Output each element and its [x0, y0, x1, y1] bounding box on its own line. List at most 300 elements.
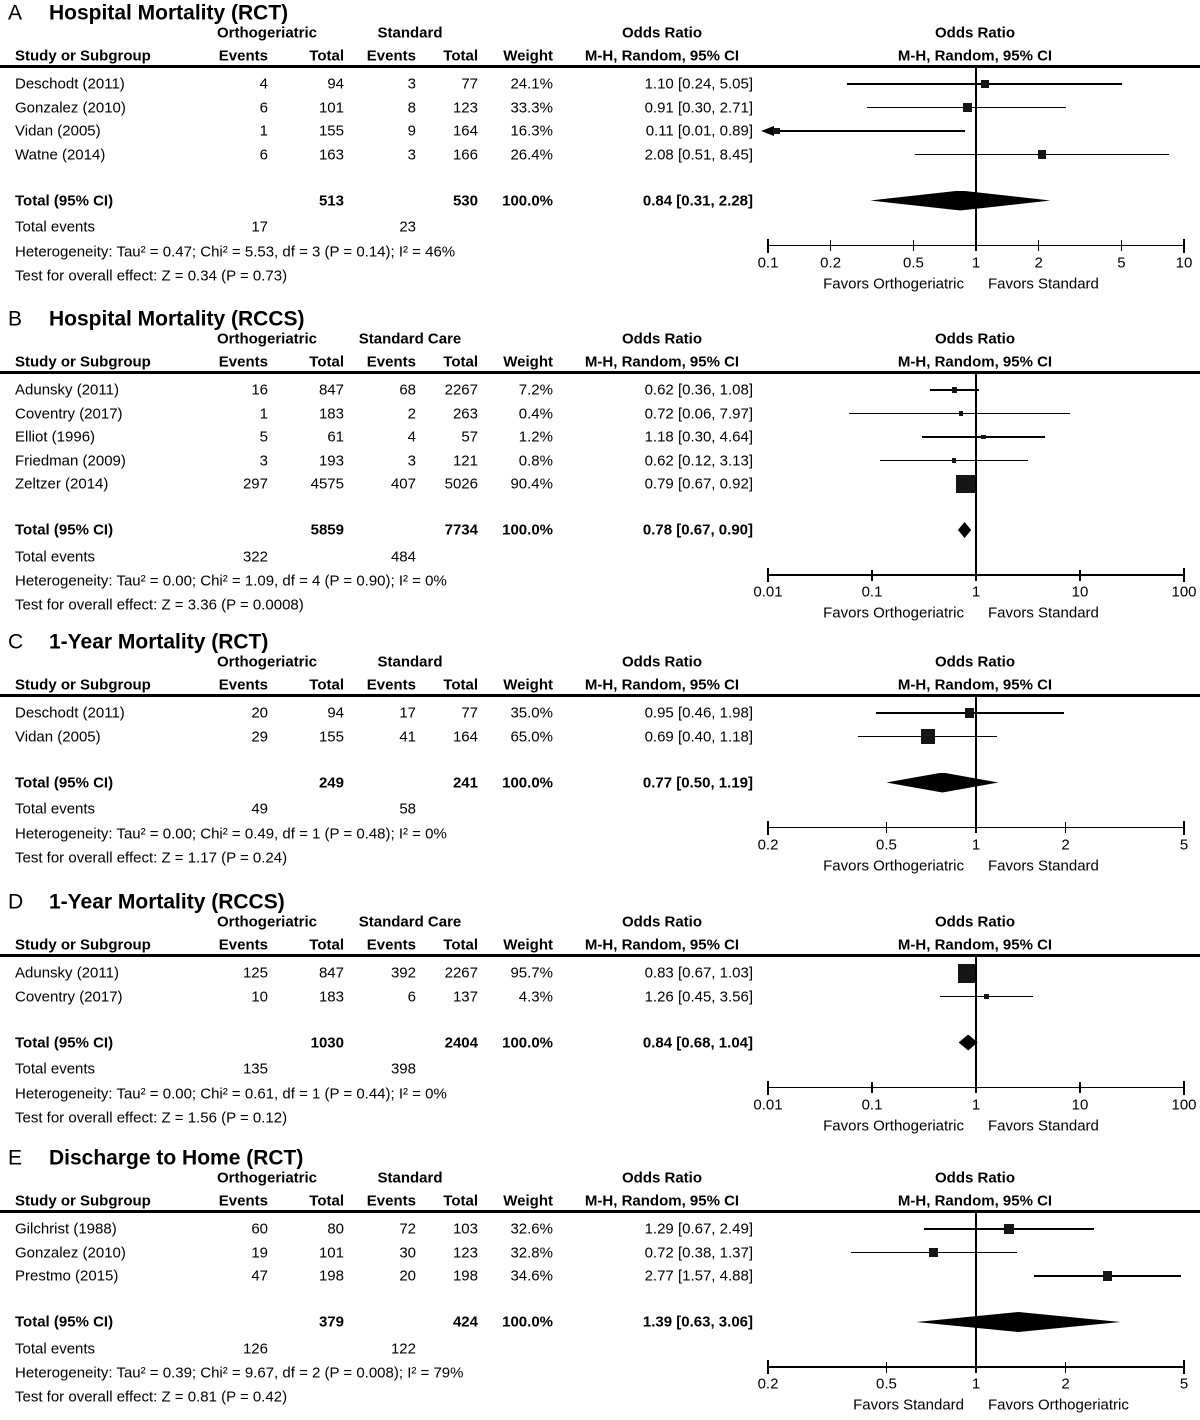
favors-right-label: Favors Orthogeriatric: [988, 1396, 1129, 1414]
study-or-ci-text: 0.72 [0.06, 7.97]: [644, 405, 753, 422]
axis-tick: [1183, 568, 1185, 582]
favors-left-label: Favors Orthogeriatric: [823, 275, 964, 292]
col-header-weight: Weight: [503, 676, 553, 694]
axis-tick-label: 0.2: [757, 836, 779, 853]
col-header-total-1: Total: [309, 936, 344, 954]
favors-left-label: Favors Orthogeriatric: [823, 604, 964, 622]
or-point-square: [929, 1248, 938, 1257]
col-header-weight: Weight: [503, 936, 553, 954]
favors-left-label: Favors Orthogeriatric: [823, 1117, 964, 1134]
study-total-2: 123: [452, 99, 478, 116]
total-row-weight: 100.0%: [502, 774, 553, 791]
overall-effect-text: Test for overall effect: Z = 1.56 (P = 0.12): [15, 1109, 288, 1126]
favors-right-label: Favors Standard: [988, 275, 1099, 292]
line-of-no-effect: [975, 1213, 977, 1367]
study-events-2: 72: [399, 1220, 416, 1238]
or-column-header-line2: M-H, Random, 95% CI: [584, 676, 740, 694]
study-events-2: 2: [407, 405, 416, 422]
study-weight: 4.3%: [518, 988, 553, 1005]
study-name: Deschodt (2011): [15, 75, 125, 93]
plot-header-line1: Odds Ratio: [934, 24, 1016, 42]
study-events-2: 17: [399, 704, 416, 722]
total-row-weight: 100.0%: [502, 1034, 553, 1051]
col-header-weight: Weight: [503, 353, 553, 371]
favors-right-label: Favors Standard: [988, 1117, 1099, 1134]
study-total-1: 94: [327, 704, 344, 722]
study-events-2: 4: [407, 428, 416, 446]
axis-tick: [767, 1360, 769, 1374]
study-weight: 90.4%: [510, 475, 553, 493]
axis-tick: [886, 822, 888, 833]
group-header-standard: Standard Care: [358, 913, 462, 931]
col-header-events-2: Events: [366, 676, 416, 694]
study-events-1: 60: [251, 1220, 268, 1238]
study-events-2: 407: [390, 475, 416, 493]
study-total-2: 2267: [444, 964, 478, 982]
total-row-weight: 100.0%: [502, 192, 553, 209]
or-point-square: [959, 411, 963, 415]
total-row-total-2: 241: [452, 774, 478, 791]
study-total-1: 847: [318, 964, 344, 982]
study-name: Watne (2014): [15, 146, 106, 163]
study-name: Vidan (2005): [15, 122, 101, 140]
or-column-header-line1: Odds Ratio: [621, 24, 703, 42]
or-point-square: [981, 80, 989, 88]
study-events-2: 8: [407, 99, 416, 116]
col-header-total-1: Total: [309, 1192, 344, 1210]
group-header-standard: Standard Care: [358, 330, 462, 348]
total-row-weight: 100.0%: [502, 521, 553, 539]
study-total-2: 121: [452, 452, 478, 469]
overall-effect-text: Test for overall effect: Z = 0.81 (P = 0.42): [15, 1388, 288, 1406]
panel-letter: D: [8, 890, 24, 914]
study-events-1: 6: [259, 146, 268, 163]
study-total-1: 183: [318, 405, 344, 422]
summary-diamond: [916, 1312, 1120, 1332]
or-column-header-line1: Odds Ratio: [621, 1169, 703, 1187]
study-weight: 24.1%: [510, 75, 553, 93]
ci-line: [768, 130, 965, 132]
col-header-total-1: Total: [309, 353, 344, 371]
study-name: Gonzalez (2010): [15, 99, 126, 116]
group-header-standard: Standard: [377, 653, 443, 671]
panel-letter: B: [8, 307, 23, 331]
or-column-header-line1: Odds Ratio: [621, 653, 703, 671]
study-weight: 32.8%: [510, 1244, 553, 1261]
study-total-1: 94: [327, 75, 344, 93]
col-header-events-2: Events: [366, 1192, 416, 1210]
study-events-2: 9: [407, 122, 416, 140]
axis-tick-label: 5: [1179, 836, 1189, 853]
favors-right-label: Favors Standard: [988, 857, 1099, 874]
axis-tick-label: 0.5: [875, 1375, 897, 1393]
study-or-ci-text: 0.62 [0.36, 1.08]: [644, 381, 753, 399]
or-point-square: [1038, 150, 1046, 158]
axis-tick: [767, 1081, 769, 1095]
study-name: Coventry (2017): [15, 405, 123, 422]
heterogeneity-text: Heterogeneity: Tau² = 0.47; Chi² = 5.53, df = 3 (P = 0.14); I² = 46%: [15, 243, 456, 260]
axis-tick: [1183, 1081, 1185, 1095]
favors-left-label: Favors Orthogeriatric: [823, 857, 964, 874]
axis-tick-label: 100: [1171, 583, 1197, 601]
col-header-events-2: Events: [366, 353, 416, 371]
panel-letter: E: [8, 1146, 23, 1170]
header-rule: [0, 65, 1200, 68]
col-header-total-1: Total: [309, 676, 344, 694]
axis-tick: [1079, 570, 1081, 581]
axis-tick: [767, 239, 769, 253]
col-header-study: Study or Subgroup: [15, 353, 151, 371]
total-row-total-2: 2404: [444, 1034, 478, 1051]
col-header-total-2: Total: [443, 47, 478, 65]
or-point-square: [963, 103, 972, 112]
panel-title: Discharge to Home (RCT): [49, 1146, 304, 1170]
study-total-1: 847: [318, 381, 344, 399]
study-events-1: 1: [259, 122, 268, 140]
axis-tick: [1065, 1362, 1067, 1373]
study-events-2: 3: [407, 75, 416, 93]
study-name: Zeltzer (2014): [15, 475, 109, 493]
col-header-total-1: Total: [309, 47, 344, 65]
header-rule: [0, 371, 1200, 374]
total-events-label: Total events: [15, 1060, 96, 1078]
total-row-total-1: 513: [318, 192, 344, 209]
axis-tick: [1183, 1360, 1185, 1374]
or-point-square: [773, 128, 780, 135]
group-header-orthogeriatric: Orthogeriatric: [216, 1169, 318, 1187]
study-total-1: 198: [318, 1267, 344, 1285]
study-total-1: 193: [318, 452, 344, 469]
heterogeneity-text: Heterogeneity: Tau² = 0.00; Chi² = 1.09, df = 4 (P = 0.90); I² = 0%: [15, 572, 447, 590]
favors-left-label: Favors Standard: [853, 1396, 964, 1414]
study-name: Prestmo (2015): [15, 1267, 119, 1285]
study-events-2: 68: [399, 381, 416, 399]
study-or-ci-text: 0.95 [0.46, 1.98]: [644, 704, 753, 722]
axis-tick: [871, 1082, 873, 1093]
col-header-events-1: Events: [218, 676, 268, 694]
study-events-2: 3: [407, 146, 416, 163]
group-header-standard: Standard: [377, 1169, 443, 1187]
col-header-total-2: Total: [443, 676, 478, 694]
axis-tick-label: 5: [1179, 1375, 1189, 1393]
study-or-ci-text: 0.69 [0.40, 1.18]: [644, 728, 753, 745]
total-events-value-2: 484: [390, 548, 416, 565]
col-header-events-2: Events: [366, 47, 416, 65]
or-point-square: [958, 964, 977, 983]
or-point-square: [952, 387, 957, 392]
study-total-1: 101: [318, 99, 344, 116]
header-rule: [0, 1210, 1200, 1213]
total-row-weight: 100.0%: [502, 1313, 553, 1331]
or-column-header-line1: Odds Ratio: [621, 913, 703, 931]
overall-effect-text: Test for overall effect: Z = 0.34 (P = 0.73): [15, 267, 288, 284]
heterogeneity-text: Heterogeneity: Tau² = 0.39; Chi² = 9.67, df = 2 (P = 0.008); I² = 79%: [15, 1364, 464, 1382]
axis-tick: [1183, 239, 1185, 253]
total-events-label: Total events: [15, 800, 96, 818]
study-events-2: 30: [399, 1244, 416, 1261]
study-or-ci-text: 0.91 [0.30, 2.71]: [644, 99, 753, 116]
axis-tick-label: 0.1: [861, 583, 883, 601]
study-total-2: 77: [461, 75, 478, 93]
study-or-ci-text: 0.83 [0.67, 1.03]: [644, 964, 753, 982]
total-events-label: Total events: [15, 548, 96, 565]
study-total-1: 155: [318, 122, 344, 140]
study-or-ci-text: 1.18 [0.30, 4.64]: [644, 428, 753, 446]
overall-effect-text: Test for overall effect: Z = 1.17 (P = 0.24): [15, 849, 288, 866]
axis-tick-label: 2: [1061, 836, 1070, 853]
axis-tick: [975, 822, 977, 833]
study-name: Adunsky (2011): [15, 381, 119, 399]
axis-tick-label: 1: [971, 254, 981, 271]
axis-tick-label: 10: [1175, 254, 1193, 271]
axis-tick-label: 0.01: [753, 1096, 783, 1113]
summary-diamond: [886, 773, 998, 793]
total-row-total-1: 5859: [310, 521, 344, 539]
col-header-total-2: Total: [443, 936, 478, 954]
study-total-1: 61: [327, 428, 344, 446]
study-name: Adunsky (2011): [15, 964, 119, 982]
panel-letter: A: [8, 1, 23, 25]
study-total-2: 5026: [444, 475, 478, 493]
axis-tick: [975, 240, 977, 251]
study-weight: 26.4%: [510, 146, 553, 163]
group-header-orthogeriatric: Orthogeriatric: [216, 330, 318, 348]
total-row-label: Total (95% CI): [15, 1034, 114, 1051]
axis-tick-label: 2: [1034, 254, 1043, 271]
study-or-ci-text: 2.77 [1.57, 4.88]: [644, 1267, 753, 1285]
axis-tick-label: 0.2: [757, 1375, 779, 1393]
col-header-study: Study or Subgroup: [15, 1192, 151, 1210]
total-events-value-1: 322: [242, 548, 268, 565]
ci-arrow-left: [761, 126, 774, 136]
col-header-total-2: Total: [443, 1192, 478, 1210]
plot-header-line2: M-H, Random, 95% CI: [897, 1192, 1053, 1210]
plot-header-line2: M-H, Random, 95% CI: [897, 47, 1053, 65]
axis-tick: [886, 1362, 888, 1373]
header-rule: [0, 694, 1200, 697]
axis-tick: [767, 568, 769, 582]
study-weight: 7.2%: [518, 381, 553, 399]
study-events-1: 4: [259, 75, 268, 93]
axis-tick: [871, 570, 873, 581]
study-total-2: 198: [452, 1267, 478, 1285]
study-name: Gonzalez (2010): [15, 1244, 126, 1261]
panel-title: Hospital Mortality (RCCS): [49, 307, 305, 331]
axis-tick-label: 0.1: [861, 1096, 883, 1113]
study-total-2: 103: [452, 1220, 478, 1238]
total-row-label: Total (95% CI): [15, 1313, 114, 1331]
study-weight: 35.0%: [510, 704, 553, 722]
axis-tick: [830, 240, 832, 251]
study-events-1: 3: [259, 452, 268, 469]
total-row-total-1: 249: [318, 774, 344, 791]
group-header-orthogeriatric: Orthogeriatric: [216, 913, 318, 931]
summary-diamond: [958, 522, 971, 538]
study-or-ci-text: 1.29 [0.67, 2.49]: [644, 1220, 753, 1238]
axis-tick-label: 0.5: [902, 254, 924, 271]
axis-tick-label: 100: [1171, 1096, 1197, 1113]
axis-tick-label: 0.2: [820, 254, 842, 271]
plot-header-line1: Odds Ratio: [934, 913, 1016, 931]
or-point-square: [984, 994, 989, 999]
or-point-square: [965, 708, 975, 718]
axis-tick-label: 5: [1117, 254, 1126, 271]
study-total-1: 4575: [310, 475, 344, 493]
panel-title: Hospital Mortality (RCT): [49, 1, 289, 25]
study-weight: 1.2%: [518, 428, 553, 446]
or-point-square: [1103, 1271, 1113, 1281]
axis-tick: [1065, 822, 1067, 833]
axis-tick: [975, 570, 977, 581]
total-events-value-2: 122: [390, 1340, 416, 1357]
study-name: Vidan (2005): [15, 728, 101, 745]
study-events-1: 6: [259, 99, 268, 116]
or-column-header-line2: M-H, Random, 95% CI: [584, 936, 740, 954]
total-events-value-1: 135: [242, 1060, 268, 1078]
group-header-standard: Standard: [377, 24, 443, 42]
study-name: Deschodt (2011): [15, 704, 125, 722]
line-of-no-effect: [975, 697, 977, 828]
study-events-1: 29: [251, 728, 268, 745]
favors-right-label: Favors Standard: [988, 604, 1099, 622]
total-events-value-2: 58: [399, 800, 416, 818]
study-weight: 0.8%: [518, 452, 553, 469]
study-total-1: 80: [327, 1220, 344, 1238]
study-events-2: 6: [407, 988, 416, 1005]
col-header-events-1: Events: [218, 936, 268, 954]
col-header-weight: Weight: [503, 1192, 553, 1210]
study-events-1: 5: [259, 428, 268, 446]
total-row-label: Total (95% CI): [15, 774, 114, 791]
study-events-1: 125: [242, 964, 268, 982]
axis-tick: [1079, 1082, 1081, 1093]
study-total-2: 137: [452, 988, 478, 1005]
col-header-study: Study or Subgroup: [15, 47, 151, 65]
study-total-1: 183: [318, 988, 344, 1005]
study-weight: 95.7%: [510, 964, 553, 982]
study-or-ci-text: 2.08 [0.51, 8.45]: [644, 146, 753, 163]
panel-title: 1-Year Mortality (RCT): [49, 630, 269, 654]
or-point-square: [981, 435, 985, 439]
or-point-square: [952, 458, 956, 462]
axis-tick-label: 1: [971, 583, 981, 601]
or-point-square: [956, 475, 974, 493]
study-or-ci-text: 0.62 [0.12, 3.13]: [644, 452, 753, 469]
study-name: Friedman (2009): [15, 452, 126, 469]
study-total-2: 166: [452, 146, 478, 163]
total-events-label: Total events: [15, 1340, 96, 1357]
study-or-ci-text: 1.10 [0.24, 5.05]: [644, 75, 753, 93]
study-weight: 65.0%: [510, 728, 553, 745]
line-of-no-effect: [975, 68, 977, 246]
panel-title: 1-Year Mortality (RCCS): [49, 890, 285, 914]
col-header-study: Study or Subgroup: [15, 936, 151, 954]
col-header-events-1: Events: [218, 353, 268, 371]
study-name: Coventry (2017): [15, 988, 123, 1005]
or-point-square: [1004, 1224, 1013, 1233]
axis-tick-label: 10: [1071, 583, 1089, 601]
study-or-ci-text: 0.11 [0.01, 0.89]: [645, 122, 753, 140]
study-events-2: 41: [399, 728, 416, 745]
axis-tick-label: 1: [971, 836, 981, 853]
study-or-ci-text: 1.26 [0.45, 3.56]: [644, 988, 753, 1005]
axis-tick-label: 2: [1061, 1375, 1070, 1393]
total-events-value-2: 398: [390, 1060, 416, 1078]
total-row-label: Total (95% CI): [15, 192, 114, 209]
total-row-or-ci-text: 0.84 [0.68, 1.04]: [642, 1034, 753, 1051]
overall-effect-text: Test for overall effect: Z = 3.36 (P = 0.0008): [15, 596, 304, 614]
axis-tick-label: 0.1: [757, 254, 779, 271]
study-weight: 33.3%: [510, 99, 553, 116]
total-row-total-2: 530: [452, 192, 478, 209]
heterogeneity-text: Heterogeneity: Tau² = 0.00; Chi² = 0.49, df = 1 (P = 0.48); I² = 0%: [15, 825, 447, 842]
total-row-or-ci-text: 0.84 [0.31, 2.28]: [642, 192, 753, 209]
total-row-total-1: 1030: [310, 1034, 344, 1051]
study-events-1: 10: [251, 988, 268, 1005]
study-events-2: 3: [407, 452, 416, 469]
total-events-value-1: 126: [242, 1340, 268, 1357]
total-events-value-1: 49: [251, 800, 268, 818]
total-events-value-2: 23: [399, 218, 416, 236]
plot-header-line1: Odds Ratio: [934, 1169, 1016, 1187]
study-events-1: 1: [259, 405, 268, 422]
study-total-1: 155: [318, 728, 344, 745]
study-name: Elliot (1996): [15, 428, 96, 446]
col-header-events-1: Events: [218, 1192, 268, 1210]
axis-tick: [1121, 240, 1123, 251]
axis-tick: [1183, 821, 1185, 835]
or-column-header-line2: M-H, Random, 95% CI: [584, 353, 740, 371]
axis-tick: [767, 821, 769, 835]
or-column-header-line2: M-H, Random, 95% CI: [584, 1192, 740, 1210]
col-header-events-1: Events: [218, 47, 268, 65]
plot-header-line2: M-H, Random, 95% CI: [897, 936, 1053, 954]
axis-tick: [975, 1362, 977, 1373]
study-weight: 16.3%: [510, 122, 553, 140]
panel-letter: C: [8, 630, 24, 654]
axis-tick-label: 0.5: [875, 836, 897, 853]
total-row-or-ci-text: 1.39 [0.63, 3.06]: [642, 1313, 753, 1331]
total-row-total-2: 424: [452, 1313, 478, 1331]
col-header-weight: Weight: [503, 47, 553, 65]
axis-tick: [975, 1082, 977, 1093]
study-events-1: 16: [251, 381, 268, 399]
study-or-ci-text: 0.72 [0.38, 1.37]: [644, 1244, 753, 1261]
study-weight: 34.6%: [510, 1267, 553, 1285]
axis-tick: [1038, 240, 1040, 251]
plot-header-line2: M-H, Random, 95% CI: [897, 676, 1053, 694]
total-row-total-2: 7734: [444, 521, 478, 539]
line-of-no-effect: [975, 374, 977, 575]
total-events-label: Total events: [15, 218, 96, 236]
study-weight: 32.6%: [510, 1220, 553, 1238]
header-rule: [0, 954, 1200, 957]
study-name: Gilchrist (1988): [15, 1220, 117, 1238]
study-total-2: 57: [461, 428, 478, 446]
col-header-study: Study or Subgroup: [15, 676, 151, 694]
study-total-2: 263: [452, 405, 478, 422]
total-row-or-ci-text: 0.78 [0.67, 0.90]: [642, 521, 753, 539]
study-events-1: 20: [251, 704, 268, 722]
study-total-2: 2267: [444, 381, 478, 399]
total-row-total-1: 379: [318, 1313, 344, 1331]
axis-tick-label: 10: [1071, 1096, 1089, 1113]
axis-tick-label: 0.01: [753, 583, 783, 601]
plot-header-line1: Odds Ratio: [934, 330, 1016, 348]
total-events-value-1: 17: [251, 218, 268, 236]
or-column-header-line1: Odds Ratio: [621, 330, 703, 348]
study-events-1: 19: [251, 1244, 268, 1261]
